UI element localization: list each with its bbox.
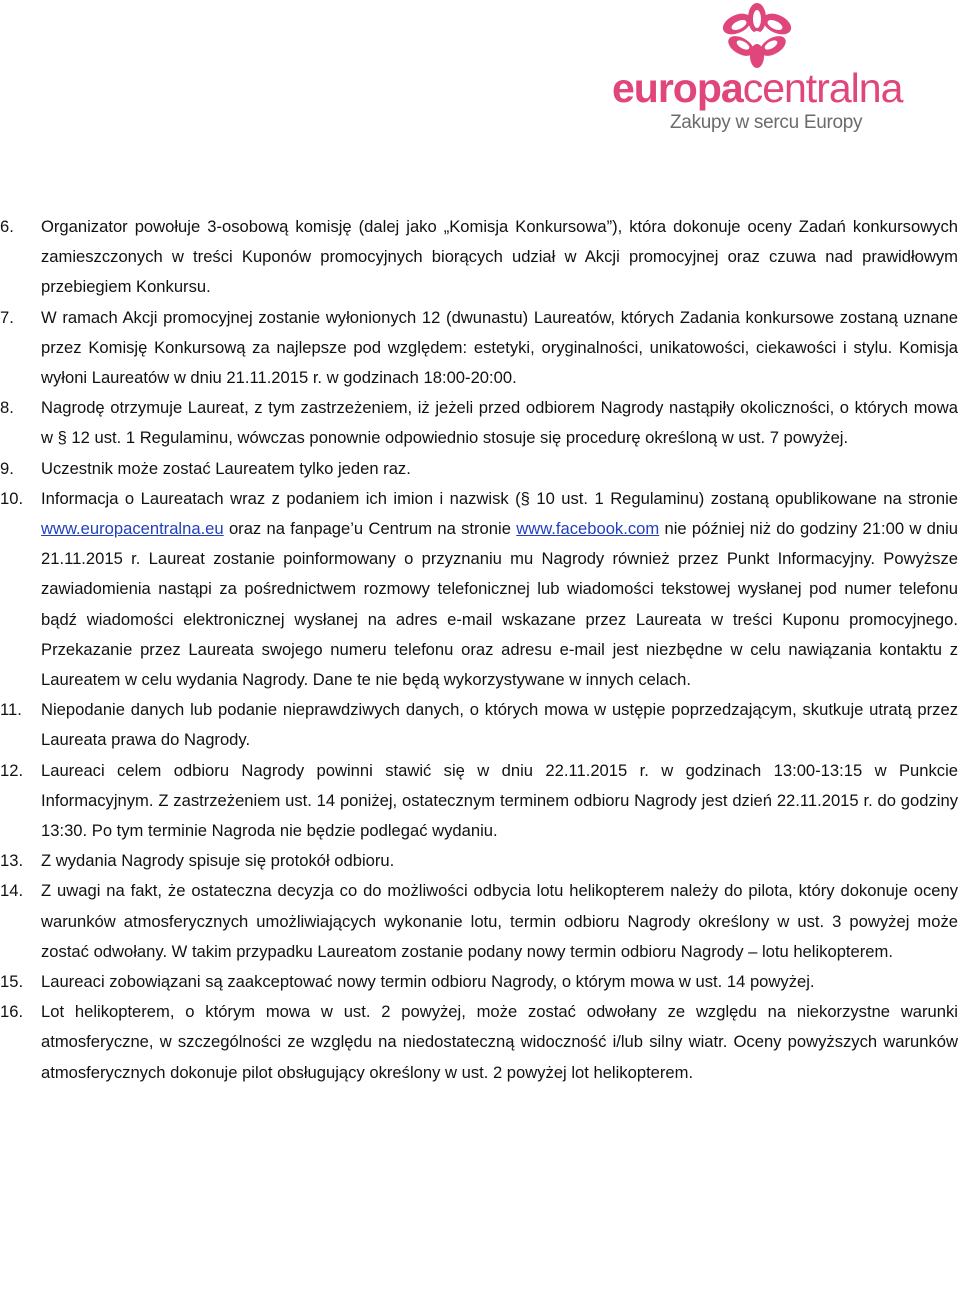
item-text: Laureaci celem odbioru Nagrody powinni stawić się w dniu 22.11.2015 r. w godzinach 13:00-13:15 w Punkcie Informacyjnym. Z zastrzeżeniem ust. 14 poniżej, ostatecznym terminem odbioru Nagrody jest dzień 22.11.2015 r. do godziny 13:30. Po tym terminie Nagroda nie będzie podlegać wydaniu. bbox=[41, 760, 958, 841]
item-number: 15. bbox=[0, 972, 24, 992]
list-item bbox=[0, 393, 960, 453]
list-item bbox=[0, 695, 960, 755]
item-number: 14. bbox=[0, 881, 24, 901]
item-text-part: nie później niż do godziny 21:00 w dniu 21.11.2015 r. Laureat zostanie poinformowany o przyznaniu mu Nagrody również przez Punkt Informacyjny. Powyższe zawiadomienia nastąpi za pośrednictwem rozmowy telefonicznej lub wiadomości tekstowej wysłanej pod numer telefonu bądź wiadomości elektronicznej wysłanej na adres e-mail wskazane przez Laureata w treści Kuponu promocyjnego. Przekazanie przez Laureata swojego numeru telefonu oraz adresu e-mail jest niezbędne w celu nawiązania kontaktu z Laureatem w celu wydania Nagrody. Dane te nie będą wykorzystywane w innych celach. bbox=[41, 519, 958, 690]
regulation-list bbox=[0, 212, 960, 1088]
item-number: 12. bbox=[0, 760, 24, 780]
item-text: Z uwagi na fakt, że ostateczna decyzja co do możliwości odbycia lotu helikopterem należy do pilota, który dokonuje oceny warunków atmosferycznych umożliwiających wykonanie lotu, termin odbioru Nagrody określony w ust. 3 powyżej może zostać odwołany. W takim przypadku Laureatom zostanie podany nowy termin odbioru Nagrody – lotu helikopterem. bbox=[41, 881, 958, 961]
item-text: W ramach Akcji promocyjnej zostanie wyłonionych 12 (dwunastu) Laureatów, których Zadania konkursowe zostaną uznane przez Komisję Konkursową za najlepsze pod względem: estetyki, oryginalności, unikatowości, ciekawości i stylu. Komisja wyłoni Laureatów w dniu 21.11.2015 r. w godzinach 18:00-20:00. bbox=[41, 307, 958, 388]
list-item bbox=[0, 846, 960, 876]
list-item bbox=[0, 454, 960, 484]
item-number: 16. bbox=[0, 1002, 24, 1022]
brand-name: europacentralna bbox=[612, 65, 903, 111]
item-text bbox=[41, 484, 960, 695]
list-item bbox=[0, 756, 960, 847]
item-text: Organizator powołuje 3-osobową komisję (dalej jako „Komisja Konkursowa”), która dokonuje oceny Zadań konkursowych zamieszczonych w treści Kuponów promocyjnych biorących udział w Akcji promocyjnej oraz czuwa nad prawidłowym przebiegiem Konkursu. bbox=[41, 217, 958, 297]
item-number: 9. bbox=[0, 458, 14, 478]
item-text: Niepodanie danych lub podanie nieprawdziwych danych, o których mowa w ustępie poprzedzającym, skutkuje utratą przez Laureata prawa do Nagrody. bbox=[41, 700, 958, 750]
list-item bbox=[0, 967, 960, 997]
list-item bbox=[0, 484, 960, 695]
facebook-link[interactable]: www.facebook.com bbox=[516, 519, 660, 539]
list-item bbox=[0, 212, 960, 303]
list-item bbox=[0, 303, 960, 394]
item-number: 11. bbox=[0, 700, 22, 720]
item-text: Nagrodę otrzymuje Laureat, z tym zastrzeżeniem, iż jeżeli przed odbiorem Nagrody nastąpiły okoliczności, o których mowa w § 12 ust. 1 Regulaminu, wówczas ponownie odpowiednio stosuje się procedurę określoną w ust. 7 powyżej. bbox=[41, 398, 958, 448]
item-number: 10. bbox=[0, 488, 24, 508]
list-item bbox=[0, 997, 960, 1088]
item-text: Uczestnik może zostać Laureatem tylko jeden raz. bbox=[41, 458, 411, 478]
item-number: 8. bbox=[0, 398, 14, 418]
list-item bbox=[0, 876, 960, 967]
europacentralna-link[interactable]: www.europacentralna.eu bbox=[41, 519, 224, 539]
item-text-part: oraz na fanpage’u Centrum na stronie bbox=[223, 519, 517, 539]
europacentralna-logo bbox=[608, 2, 960, 140]
item-number: 13. bbox=[0, 851, 24, 871]
item-text: Z wydania Nagrody spisuje się protokół odbioru. bbox=[41, 851, 395, 871]
item-number: 6. bbox=[0, 217, 14, 236]
item-text: Laureaci zobowiązani są zaakceptować nowy termin odbioru Nagrody, o którym mowa w ust. 14 powyżej. bbox=[41, 972, 815, 992]
flower-logo-icon bbox=[703, 2, 811, 70]
brand-tagline: Zakupy w sercu Europy bbox=[670, 112, 863, 133]
item-number: 7. bbox=[0, 307, 14, 327]
item-text-part: Informacja o Laureatach wraz z podaniem ich imion i nazwisk (§ 10 ust. 1 Regulaminu) zostaną opublikowane na stronie bbox=[41, 488, 958, 508]
item-text: Lot helikopterem, o którym mowa w ust. 2 powyżej, może zostać odwołany ze względu na niekorzystne warunki atmosferyczne, w szczególności ze względu na niedostateczną widoczność i/lub silny wiatr. Oceny powyższych warunków atmosferycznych dokonuje pilot obsługujący określony w ust. 2 powyżej lot helikopterem. bbox=[41, 1002, 958, 1082]
